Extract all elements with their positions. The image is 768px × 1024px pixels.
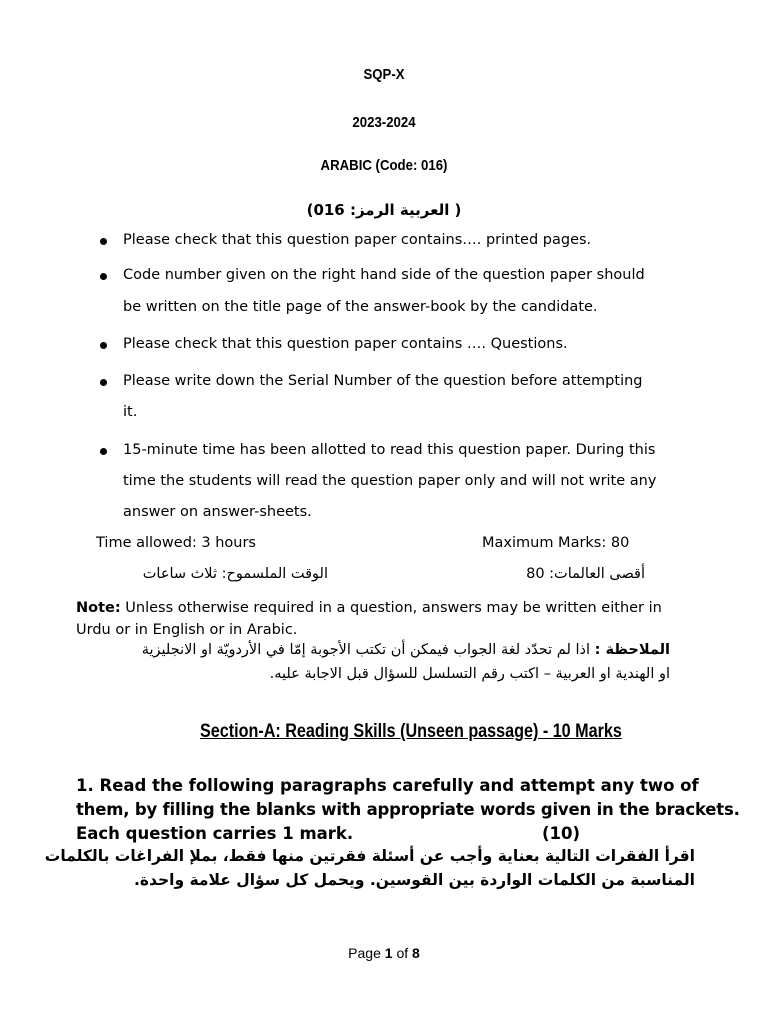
question-line: Each question carries 1 mark. <box>76 824 354 843</box>
note-arabic-text: اذا لم تحدّد لغة الجواب فيمكن أن تكتب الأجوبة إمّا في الأردويّة او الانجليزية <box>141 642 595 658</box>
instruction-line: answer on answer-sheets. <box>123 504 312 520</box>
paper-code: SQP-X <box>363 66 405 83</box>
instruction-line: Please check that this question paper contains …. Questions. <box>123 336 568 352</box>
bullet-icon <box>100 342 107 349</box>
page-prefix: Page <box>348 945 385 961</box>
page-current: 1 <box>384 945 393 961</box>
note-line <box>76 600 662 616</box>
subject-title-arabic: ( العربية الرمز: 016) <box>306 201 462 219</box>
instruction-line: Please write down the Serial Number of the question before attempting <box>123 373 643 389</box>
instruction-line: time the students will read the question paper only and will not write any <box>123 473 657 489</box>
instruction-line: it. <box>123 404 138 420</box>
question-arabic-line: اقرأ الفقرات التالية بعناية وأجب عن أسئلة فقرتين منها فقط، بملإ الفراغات بالكلمات <box>44 847 695 865</box>
academic-year: 2023-2024 <box>352 114 416 131</box>
bullet-icon <box>100 379 107 386</box>
question-line: 1. Read the following paragraphs carefully and attempt any two of <box>76 776 699 795</box>
question-line: them, by filling the blanks with appropriate words given in the brackets. <box>76 800 740 819</box>
bullet-icon <box>100 448 107 455</box>
note-arabic-line: او الهندية او العربية – اكتب رقم التسلسل للسؤال قبل الاجابة عليه. <box>269 666 670 682</box>
note-label: Note: <box>76 600 121 616</box>
page-total: 8 <box>412 945 420 961</box>
time-allowed-arabic: الوقت الملسموح: ثلاث ساعات <box>142 566 328 582</box>
instruction-line: Please check that this question paper contains…. printed pages. <box>123 232 592 248</box>
instruction-line: Code number given on the right hand side of the question paper should <box>123 267 645 283</box>
page-mid: of <box>392 945 413 961</box>
question-arabic-line: المناسبة من الكلمات الواردة بين القوسين. ويحمل كل سؤال علامة واحدة. <box>134 871 695 889</box>
bullet-icon <box>100 273 107 280</box>
note-text: Unless otherwise required in a question, answers may be written either in <box>120 600 662 616</box>
note-arabic-line <box>70 642 670 658</box>
section-title: Section-A: Reading Skills (Unseen passage) - 10 Marks <box>200 721 622 742</box>
page-number <box>0 945 768 961</box>
note-arabic-label: الملاحظة : <box>594 642 670 658</box>
note-line: Urdu or in English or in Arabic. <box>76 622 298 638</box>
bullet-icon <box>100 238 107 245</box>
instruction-line: 15-minute time has been allotted to read this question paper. During this <box>123 442 656 458</box>
time-allowed: Time allowed: 3 hours <box>96 535 256 551</box>
question-marks: (10) <box>542 824 581 843</box>
maximum-marks: Maximum Marks: 80 <box>482 535 630 551</box>
maximum-marks-arabic: أقصى العالمات: 80 <box>526 566 645 582</box>
subject-title: ARABIC (Code: 016) <box>320 157 448 174</box>
instruction-line: be written on the title page of the answer-book by the candidate. <box>123 299 598 315</box>
